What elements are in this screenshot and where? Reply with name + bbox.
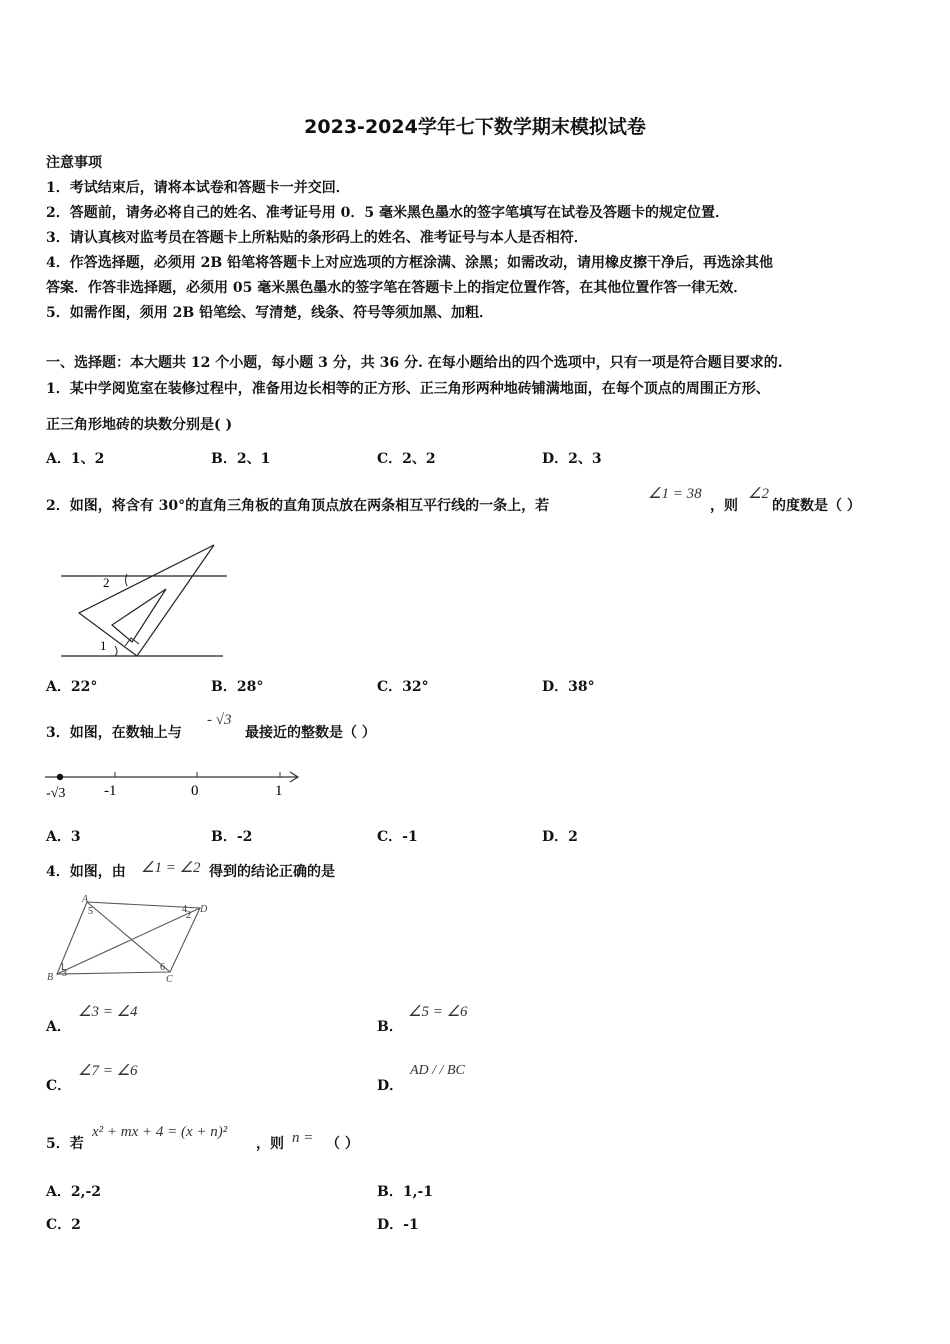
parallelogram-abcd: [57, 902, 200, 974]
section-heading: 一、选择题：本大题共 12 个小题，每小题 3 分，共 36 分. 在每小题给出的四个选项中，只有一项是符合题目要求的.: [46, 355, 783, 371]
label-1: 1: [275, 783, 283, 799]
diagonal-bd: [57, 908, 200, 974]
notice-item: 3．请认真核对监考员在答题卡上所粘贴的条形码上的姓名、准考证号与本人是否相符．: [46, 230, 588, 246]
q2-stem-post: 的度数是（ ）: [772, 498, 861, 514]
q5-option-b: B．1,-1: [377, 1184, 433, 1200]
q5-option-c: C．2: [46, 1217, 81, 1233]
point-neg-sqrt3: [57, 774, 63, 780]
q3-option-b: B．-2: [211, 829, 253, 845]
q2-option-b: B．28°: [211, 679, 264, 695]
q3-option-d: D．2: [542, 829, 578, 845]
q1-option-b: B．2、1: [211, 451, 271, 467]
angle-3-label: 3: [62, 968, 67, 979]
q3-stem-math: - √3: [207, 712, 232, 728]
notice-item: 5．如需作图，须用 2B 铅笔绘、写清楚，线条、符号等须加黑、加粗．: [46, 305, 494, 321]
q5-stem-pre: 5．若: [46, 1136, 84, 1152]
q4-option-c-math: ∠7 = ∠6: [78, 1063, 138, 1079]
angle-5-label: 5: [88, 906, 93, 917]
q2-option-d: D．38°: [542, 679, 595, 695]
vertex-a-label: A: [82, 894, 89, 905]
q2-figure: [55, 540, 235, 665]
page-title: 2023-2024学年七下数学期末模拟试卷: [304, 116, 646, 138]
q3-number-line: [40, 765, 310, 805]
angle-2-label: 2: [186, 910, 191, 921]
q5-option-a: A．2,-2: [46, 1184, 102, 1200]
label-neg-sqrt3: -√3: [46, 786, 66, 801]
vertex-c-label: C: [166, 974, 173, 985]
q4-stem-post: 得到的结论正确的是: [209, 864, 335, 880]
angle-2-label: 2: [103, 575, 110, 590]
notice-heading: 注意事项: [46, 155, 102, 171]
diagonal-ac: [87, 902, 170, 972]
angle-1-label: 1: [60, 962, 65, 973]
notice-item: 4．作答选择题，必须用 2B 铅笔将答题卡上对应选项的方框涂满、涂黑；如需改动，请用橡皮擦干净后，再选涂其他: [46, 255, 774, 271]
notice-item: 1．考试结束后，请将本试卷和答题卡一并交回．: [46, 180, 350, 196]
angle-4-label: 4: [182, 904, 187, 915]
q3-stem-pre: 3．如图，在数轴上与: [46, 725, 182, 741]
q2-stem-pre: 2．如图，将含有 30°的直角三角板的直角顶点放在两条相互平行线的一条上，若: [46, 498, 550, 514]
notice-item: 答案．作答非选择题，必须用 05 毫米黑色墨水的签字笔在答题卡上的指定位置作答，在其他位置作答一律无效．: [46, 280, 748, 296]
q5-stem-mid: ，则: [256, 1136, 284, 1152]
q4-option-a-letter: A．: [46, 1019, 71, 1035]
q5-stem-equation: x² + mx + 4 = (x + n)²: [92, 1124, 228, 1140]
q2-stem-angle1: ∠1 = 38: [648, 486, 702, 502]
set-square-inner: [112, 589, 166, 642]
q2-stem-angle2: ∠2: [748, 486, 769, 502]
q3-option-c: C．-1: [377, 829, 418, 845]
q4-option-d-letter: D．: [377, 1078, 404, 1094]
q2-stem-mid: ，则: [710, 498, 738, 514]
q5-option-d: D．-1: [377, 1217, 419, 1233]
q4-option-c-letter: C．: [46, 1078, 72, 1094]
label-neg1: -1: [104, 783, 117, 799]
label-0: 0: [191, 783, 199, 799]
vertex-d-label: D: [200, 904, 208, 915]
q4-stem-pre: 4．如图，由: [46, 864, 126, 880]
q1-option-d: D．2、3: [542, 451, 602, 467]
q4-option-a-math: ∠3 = ∠4: [78, 1004, 138, 1020]
q5-stem-post: （ ）: [326, 1136, 359, 1152]
angle-1-arc: [115, 646, 117, 656]
q1-stem-line1: 1．某中学阅览室在装修过程中，准备用边长相等的正方形、正三角形两种地砖铺满地面，在每个顶点的周围正方形、: [46, 381, 770, 397]
q4-option-b-letter: B．: [377, 1019, 403, 1035]
q3-stem-post: 最接近的整数是（ ）: [245, 725, 376, 741]
q4-figure: [42, 892, 222, 987]
q2-option-a: A．22°: [46, 679, 98, 695]
angle-1-label: 1: [100, 638, 107, 653]
q1-stem-line2: 正三角形地砖的块数分别是( ): [46, 417, 233, 433]
q1-option-c: C．2、2: [377, 451, 436, 467]
vertex-b-label: B: [47, 972, 54, 983]
q4-stem-math: ∠1 = ∠2: [141, 860, 201, 876]
q5-stem-n: n =: [292, 1130, 314, 1146]
angle-6-label: 6: [160, 962, 165, 973]
q1-option-a: A．1、2: [46, 451, 105, 467]
notice-item: 2．答题前，请务必将自己的姓名、准考证号用 0．5 毫米黑色墨水的签字笔填写在试卷及答题卡的规定位置．: [46, 205, 729, 221]
q4-option-d-math: AD / / BC: [410, 1063, 465, 1078]
q4-option-b-math: ∠5 = ∠6: [408, 1004, 468, 1020]
q2-option-c: C．32°: [377, 679, 429, 695]
q3-option-a: A．3: [46, 829, 81, 845]
